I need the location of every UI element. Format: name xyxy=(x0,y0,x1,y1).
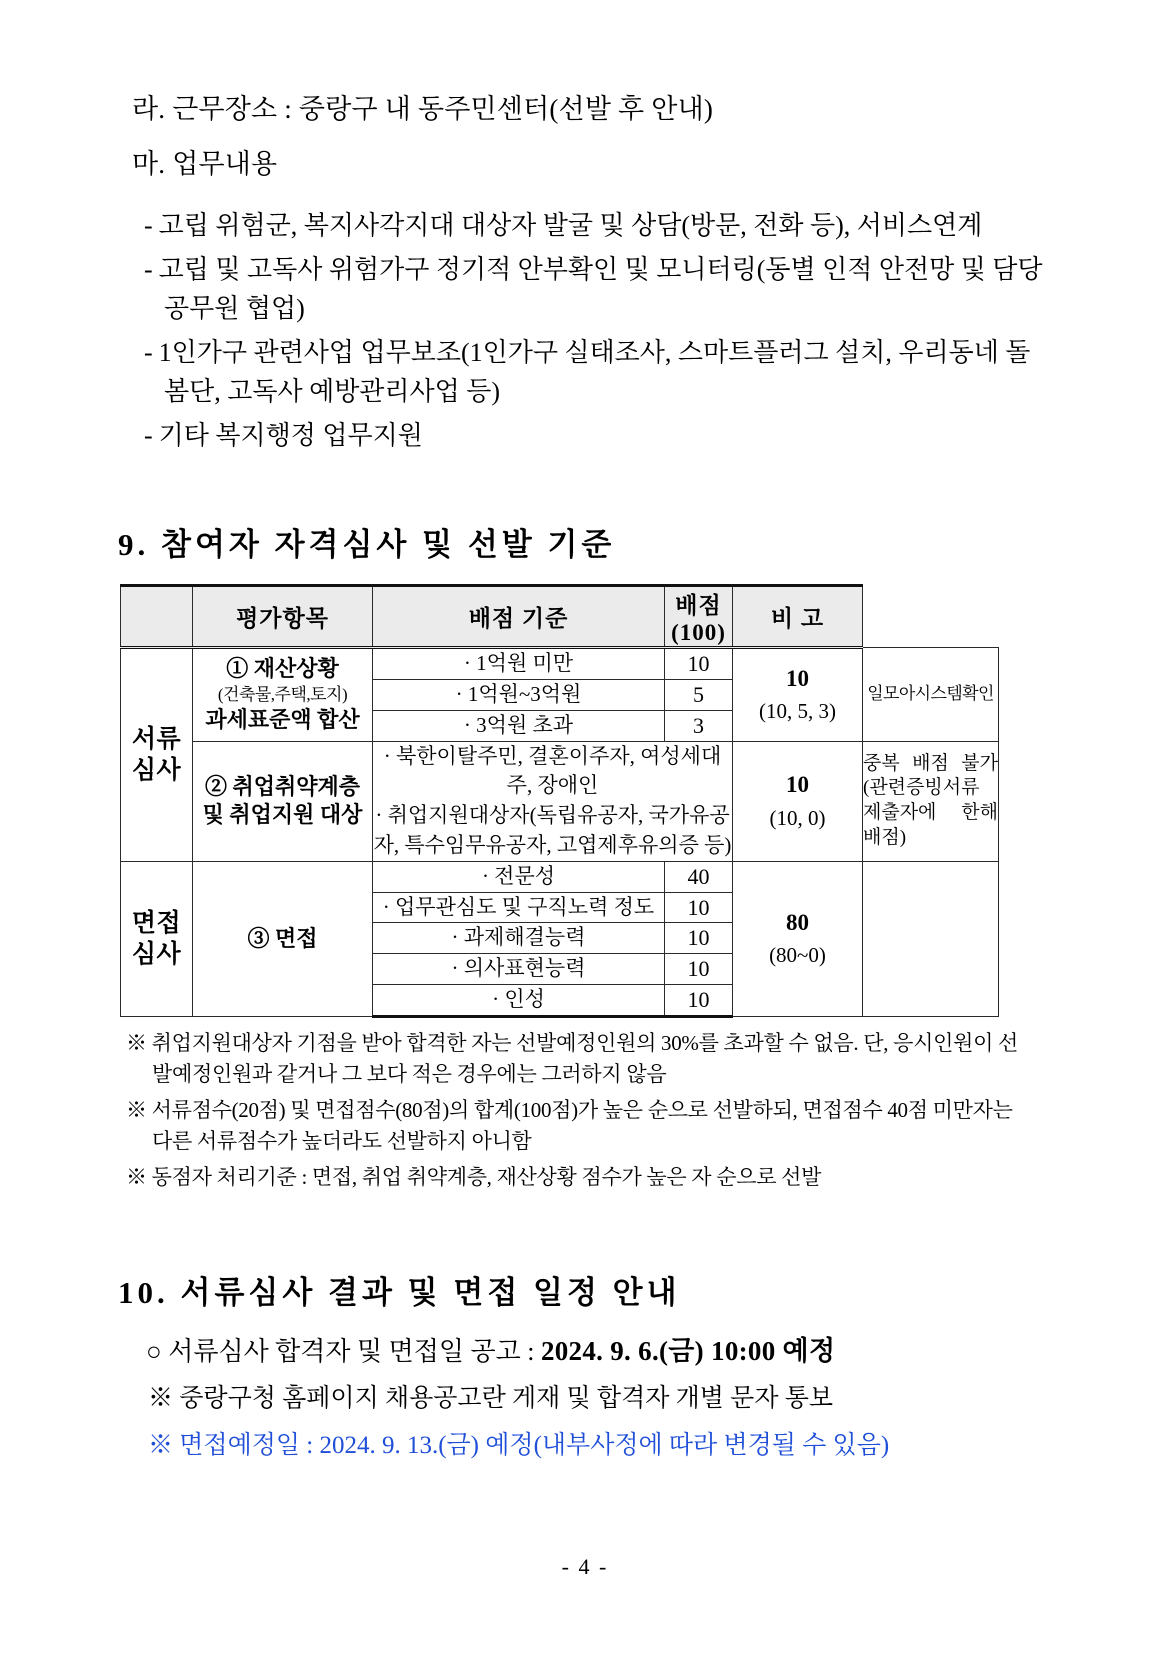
score-detail: (10, 0) xyxy=(769,805,826,830)
cell-criteria: · 3억원 초과 xyxy=(373,710,665,741)
table-note: ※ 서류점수(20점) 및 면접점수(80점)의 합계(100점)가 높은 순으로 선발하되, 면접점수 40점 미만자는 다른 서류점수가 높더라도 선발하지 아니함 xyxy=(126,1097,1013,1154)
cell-point: 10 xyxy=(665,923,733,954)
cell-note-vulnerable xyxy=(863,741,999,861)
item-interview-title: ③ 면접 xyxy=(247,925,318,951)
cell-criteria: · 1억원~3억원 xyxy=(373,679,665,710)
item-assets-title: ① 재산상황 xyxy=(226,656,339,682)
item-la-text: 근무장소 : 중랑구 내 동주민센터(선발 후 안내) xyxy=(172,94,714,124)
cell-criteria: · 전문성 xyxy=(373,861,665,892)
announcement-label: 서류심사 합격자 및 면접일 공고 : xyxy=(168,1337,541,1367)
cell-note-interview xyxy=(863,861,999,1016)
cell-score-assets xyxy=(733,648,863,741)
dash-marker: - xyxy=(144,211,153,240)
cell-criteria: · 인성 xyxy=(373,985,665,1017)
table-row xyxy=(121,861,999,892)
th-scoring-criteria: 배점 기준 xyxy=(373,586,665,648)
interview-date-text: 면접예정일 : 2024. 9. 13.(금) 예정(내부사정에 따라 변경될 수 있음) xyxy=(179,1431,890,1459)
schedule-item-announcement xyxy=(146,1332,1052,1371)
notice-text: 중랑구청 홈페이지 채용공고란 게재 및 합격자 개별 문자 통보 xyxy=(179,1385,834,1413)
score-value: 80 xyxy=(786,909,809,935)
score-value: 10 xyxy=(786,772,809,798)
schedule-item-notice xyxy=(148,1381,1052,1417)
bullet-circle-icon: ○ xyxy=(146,1337,162,1367)
item-vulnerable-line2: 및 취업지원 대상 xyxy=(202,802,363,828)
star-icon: ※ xyxy=(148,1431,174,1459)
evaluation-criteria-table xyxy=(120,584,999,1018)
dash-marker: - xyxy=(144,337,153,367)
duty-item xyxy=(144,333,1052,412)
table-note: ※ 취업지원대상자 기점을 받아 합격한 자는 선발예정인원의 30%를 초과할 수 없음. 단, 응시인원이 선발예정인원과 같거나 그 보다 적은 경우에는 그러하지 않음 xyxy=(126,1030,1019,1087)
th-remarks: 비 고 xyxy=(733,586,863,648)
cell-point: 3 xyxy=(665,710,733,741)
cell-category-document-review: 서류 심사 xyxy=(121,648,193,862)
score-detail: (10, 5, 3) xyxy=(759,699,836,724)
star-icon: ※ xyxy=(148,1385,174,1413)
th-evaluation-item: 평가항목 xyxy=(193,586,373,648)
cell-point: 5 xyxy=(665,679,733,710)
th-points-100: 배점(100) xyxy=(665,586,733,648)
table-note: ※ 동점자 처리기준 : 면접, 취업 취약계층, 재산상황 점수가 높은 자 순으로 선발 xyxy=(126,1164,822,1189)
item-assets-subtitle: (건축물,주택,토지) xyxy=(217,684,348,704)
cell-criteria: · 1억원 미만 xyxy=(373,648,665,680)
cell-point: 10 xyxy=(665,954,733,985)
duty-item xyxy=(144,250,1052,329)
item-ma-text: 업무내용 xyxy=(172,149,278,179)
table-header-row xyxy=(121,586,999,648)
page-footer: - 4 - xyxy=(561,1554,609,1579)
item-la xyxy=(132,96,1052,123)
cell-point: 10 xyxy=(665,985,733,1017)
item-ma xyxy=(132,151,1052,178)
schedule-item-interview-date xyxy=(148,1428,1052,1464)
section-10-heading: 10. 서류심사 결과 및 면접 일정 안내 xyxy=(118,1275,681,1311)
dash-marker: - xyxy=(144,420,153,450)
cell-point: 40 xyxy=(665,861,733,892)
cell-point: 10 xyxy=(665,648,733,680)
cell-criteria: · 의사표현능력 xyxy=(373,954,665,985)
cell-score-interview xyxy=(733,861,863,1016)
cell-category-interview: 면접 심사 xyxy=(121,861,193,1016)
note-text: 중복 배점 불가 (관련증빙서류 제출자에 한해 배점) xyxy=(863,752,998,848)
cell-criteria: · 과제해결능력 xyxy=(373,923,665,954)
cell-score-vulnerable xyxy=(733,741,863,861)
table-row xyxy=(121,648,999,680)
dash-marker: - xyxy=(144,254,153,284)
item-la-marker: 라. xyxy=(132,94,166,124)
criteria-block: · 북한이탈주민, 결혼이주자, 여성세대주, 장애인 xyxy=(383,743,722,798)
duty-item xyxy=(144,416,1052,456)
duty-text: 기타 복지행정 업무지원 xyxy=(158,420,423,450)
cell-item-interview xyxy=(193,861,373,1016)
cell-point: 10 xyxy=(665,892,733,923)
th-blank xyxy=(121,586,193,648)
announcement-datetime: 2024. 9. 6.(금) 10:00 예정 xyxy=(540,1336,836,1367)
duty-item xyxy=(144,206,1052,246)
cell-note-assets: 일모아시스템확인 xyxy=(863,648,999,741)
cell-criteria-vulnerable xyxy=(373,741,733,861)
item-vulnerable-title: ② 취업취약계층 xyxy=(204,773,360,799)
cell-item-vulnerable-group xyxy=(193,741,373,861)
duty-text: 고립 위험군, 복지사각지대 대상자 발굴 및 상담(방문, 전화 등), 서비스연계 xyxy=(158,211,983,240)
score-value: 10 xyxy=(786,665,809,691)
section-9-heading: 9. 참여자 자격심사 및 선발 기준 xyxy=(118,527,616,563)
item-assets-line2: 과세표준액 합산 xyxy=(205,706,360,732)
duty-text: 고립 및 고독사 위험가구 정기적 안부확인 및 모니터링(동별 인적 안전망 및 담당공무원 협업) xyxy=(158,254,1043,324)
item-ma-marker: 마. xyxy=(132,149,166,179)
score-detail: (80~0) xyxy=(769,943,826,968)
duty-text: 1인가구 관련사업 업무보조(1인가구 실태조사, 스마트플러그 설치, 우리동네 돌봄단, 고독사 예방관리사업 등) xyxy=(158,337,1031,407)
cell-item-assets xyxy=(193,648,373,741)
criteria-block: · 취업지원대상자(독립유공자, 국가유공자, 특수임무유공자, 고엽제후유의증 등) xyxy=(373,803,732,857)
cell-criteria: · 업무관심도 및 구직노력 정도 xyxy=(373,892,665,923)
